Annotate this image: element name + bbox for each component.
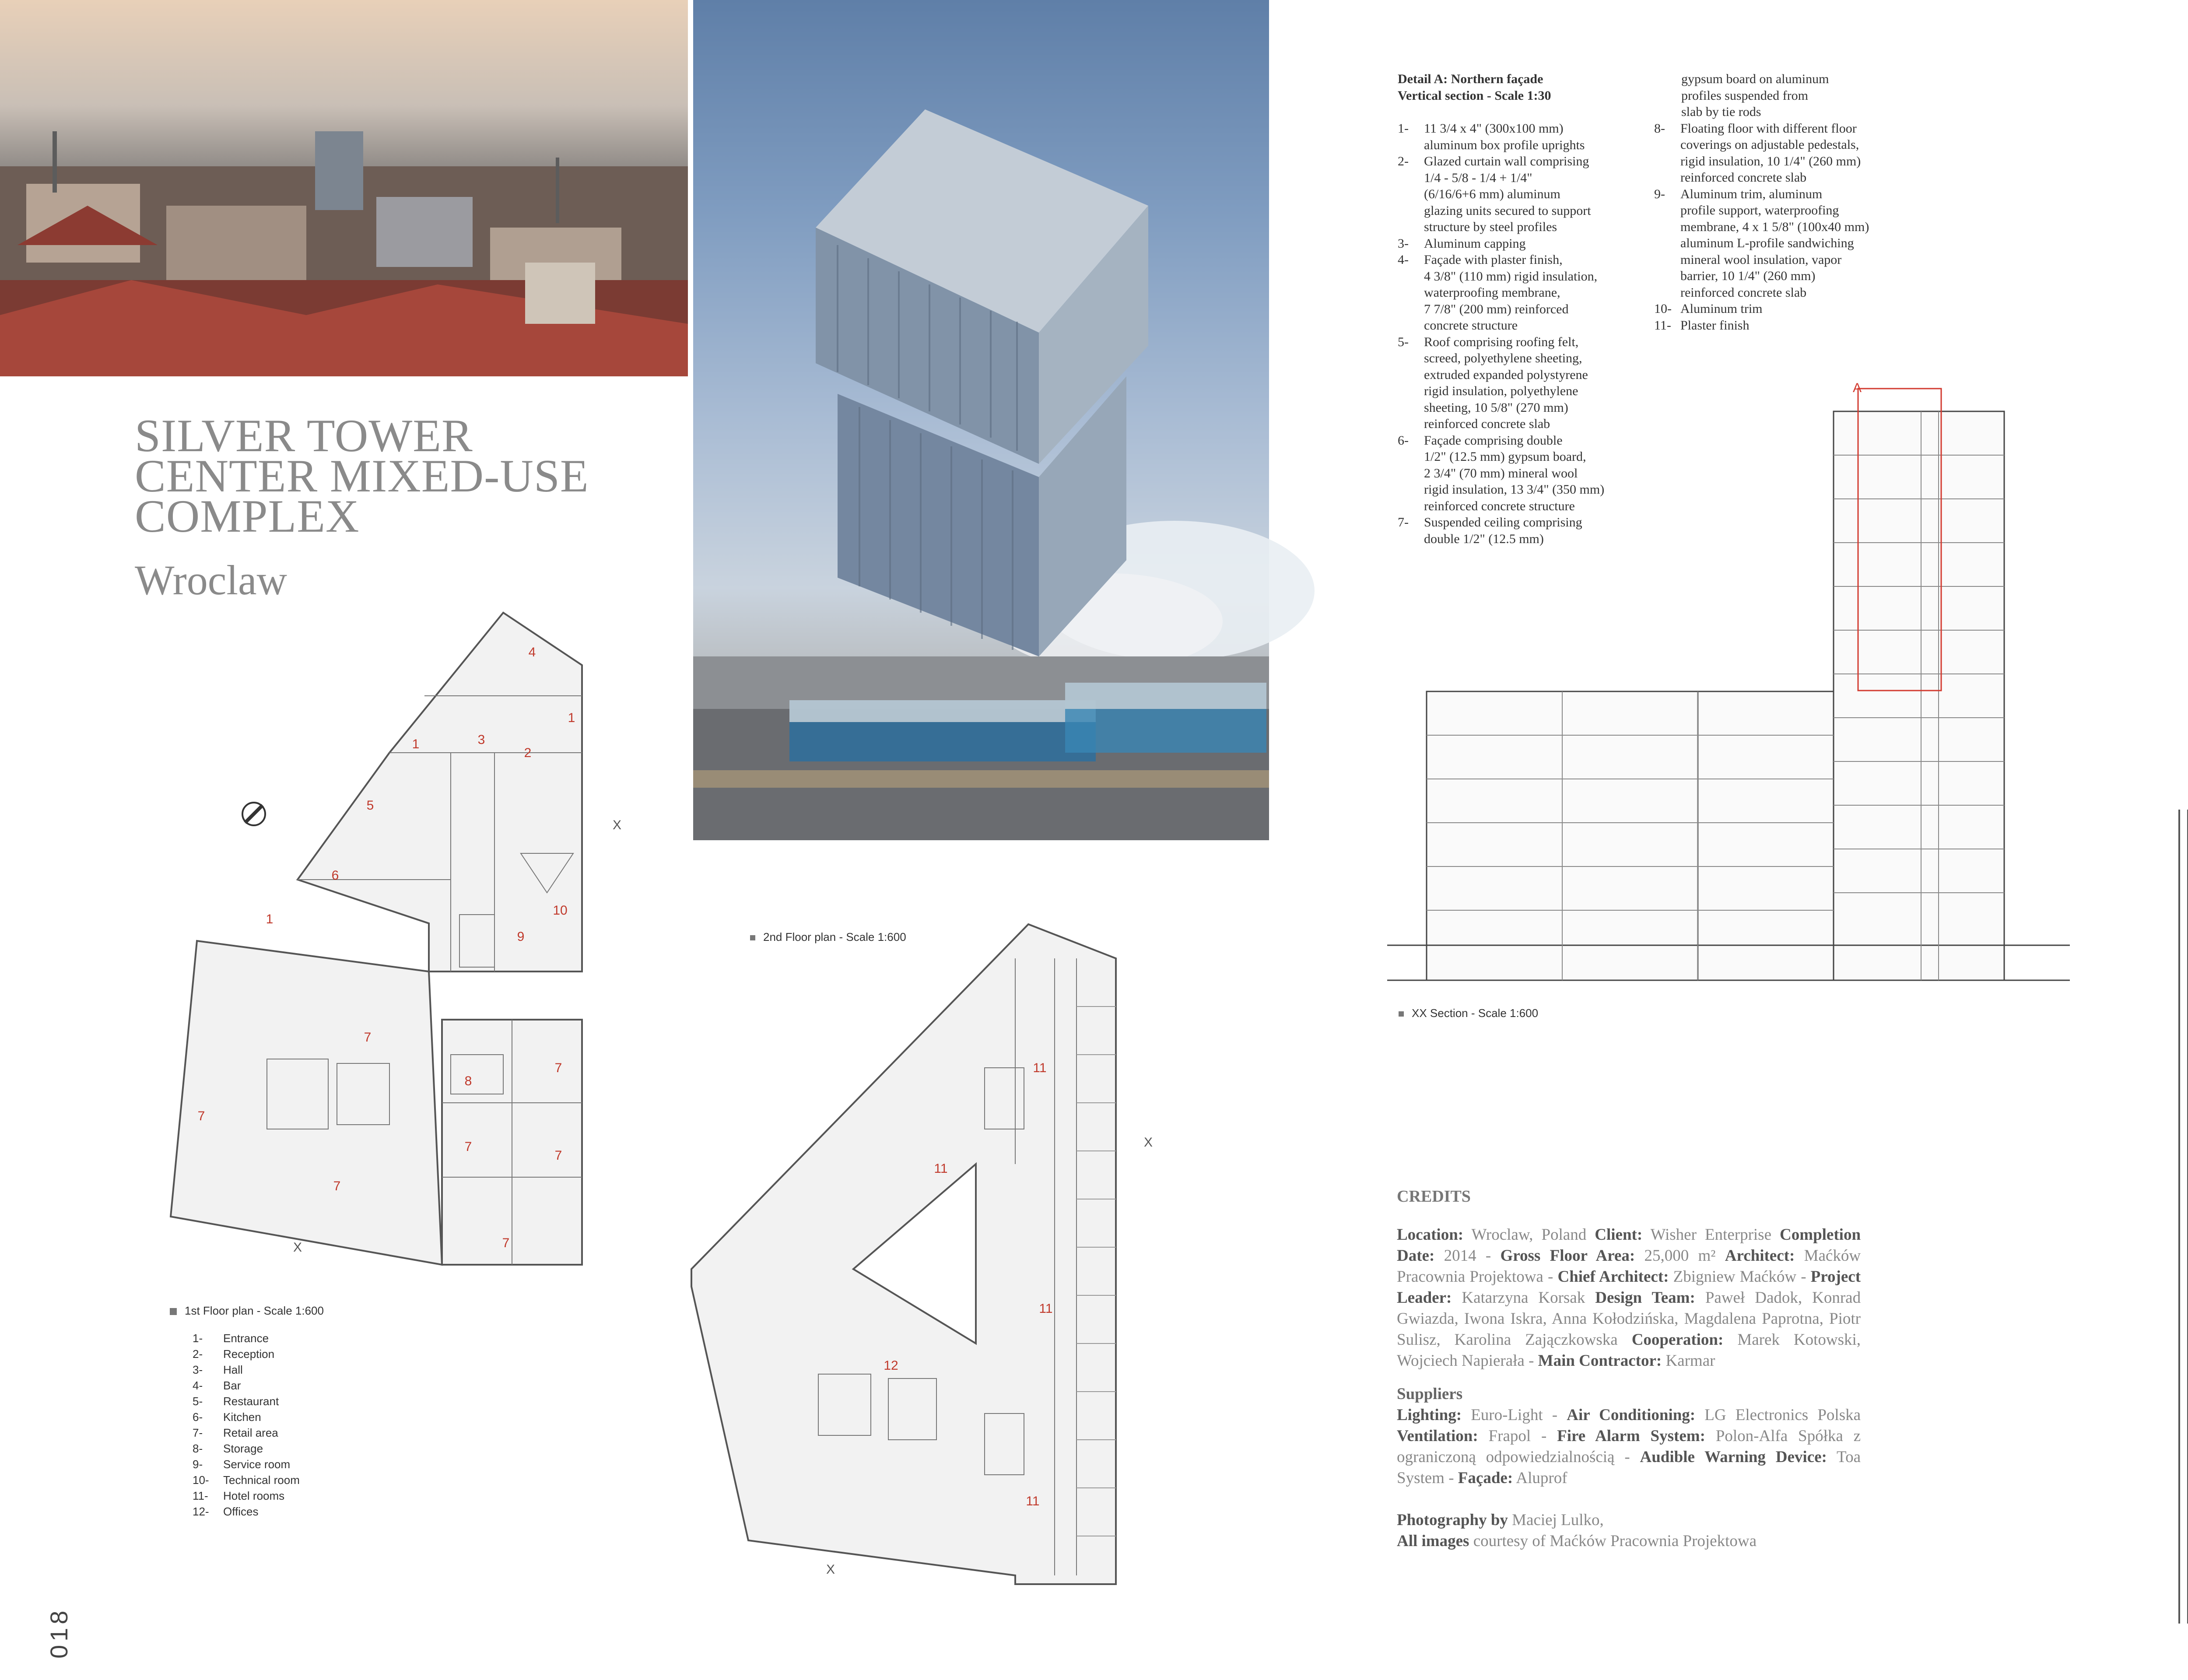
plan1-label-10: 10 bbox=[553, 903, 568, 918]
city-photo bbox=[0, 0, 688, 376]
legend-item: 3- Hall bbox=[193, 1363, 243, 1376]
plan1-label-1b: 1 bbox=[412, 737, 420, 751]
legend-item: 5- Restaurant bbox=[193, 1395, 279, 1408]
plan1-label-8: 8 bbox=[464, 1074, 472, 1088]
legend-item: 2- Reception bbox=[193, 1347, 275, 1361]
legend-item: 7- Retail area bbox=[193, 1426, 278, 1439]
plan1-cut-marker-bottom: X bbox=[293, 1240, 302, 1255]
plan1-label-1c: 1 bbox=[266, 912, 274, 926]
detail-a-drawing bbox=[1899, 66, 2188, 1641]
detail-item: 7- Suspended ceiling comprising double 1/2" (12.5 mm) bbox=[1398, 515, 1582, 546]
plan1-label-7b: 7 bbox=[197, 1109, 205, 1123]
plan1-label-7e: 7 bbox=[333, 1179, 341, 1193]
plan1-label-4: 4 bbox=[528, 645, 536, 659]
plan1-label-7a: 7 bbox=[364, 1030, 372, 1045]
first-floor-plan bbox=[162, 608, 622, 1269]
legend-item: 6- Kitchen bbox=[193, 1410, 261, 1424]
detail-item: 11- Plaster finish bbox=[1654, 318, 1750, 333]
plan2-cut-marker-bottom: X bbox=[826, 1562, 835, 1577]
detail-notes-col2 bbox=[1654, 71, 1899, 333]
second-floor-caption: 2nd Floor plan - Scale 1:600 bbox=[750, 930, 906, 944]
section-caption: XX Section - Scale 1:600 bbox=[1399, 1007, 1538, 1020]
plan1-label-7f: 7 bbox=[502, 1236, 510, 1250]
plan1-label-7g: 7 bbox=[464, 1140, 472, 1154]
detail-item: 9- Aluminum trim, aluminum profile support, waterproofing membrane, 4 x 1 5/8" (100x40 mm) aluminum L-profile sandwiching mineral wool insulation, vapor barrier, 10 1/4" (260 mm) reinforced concrete slab bbox=[1654, 186, 1869, 300]
detail-heading: Detail A: Northern façade bbox=[1398, 72, 1543, 86]
detail-item: 6- Façade comprising double 1/2" (12.5 mm) gypsum board, 2 3/4" (70 mm) mineral wool rigid insulation, 13 3/4" (350 mm) reinforced concrete structure bbox=[1398, 433, 1605, 513]
plan1-label-7c: 7 bbox=[554, 1061, 562, 1075]
detail-item: 10- Aluminum trim bbox=[1654, 302, 1763, 316]
north-arrow-icon bbox=[242, 803, 265, 825]
detail-a-marker: A bbox=[1853, 381, 1862, 395]
plan1-label-5: 5 bbox=[366, 798, 374, 813]
second-floor-plan bbox=[683, 919, 1164, 1580]
legend-item: 4- Bar bbox=[193, 1379, 241, 1392]
legend-item: 12- Offices bbox=[193, 1505, 259, 1518]
plan1-label-2: 2 bbox=[524, 746, 532, 760]
caption-bullet-icon bbox=[170, 1308, 177, 1315]
city-skyline-graphic bbox=[0, 0, 688, 376]
floor-plan-legend bbox=[193, 1330, 300, 1519]
detail-item: 8- Floating floor with different floor coverings on adjustable pedestals, rigid insulation, 10 1/4" (260 mm) reinforced concrete slab bbox=[1654, 121, 1861, 185]
plan1-label-1a: 1 bbox=[568, 711, 575, 725]
detail-item: 4- Façade with plaster finish, 4 3/8" (110 mm) rigid insulation, waterproofing membrane, 7 7/8" (200 mm) reinforced concrete structure bbox=[1398, 253, 1598, 333]
legend-item: 9- Service room bbox=[193, 1458, 291, 1471]
suppliers-body: Lighting: Euro-Light - Air Conditioning: LG Electronics Polska Ventilation: Frapol - Fire Alarm System: Polon-Alfa Spółka z ograniczoną odpowiedzialnością - Audible Warning Device: Toa System - Façade: Aluprof bbox=[1397, 1406, 1861, 1487]
title-line-2: CENTER MIXED-USE bbox=[135, 450, 589, 502]
plan2-label-12: 12 bbox=[884, 1358, 898, 1373]
first-floor-caption: 1st Floor plan - Scale 1:600 bbox=[170, 1304, 324, 1318]
plan2-label-11b: 11 bbox=[934, 1161, 948, 1176]
plan2-cut-marker-right: X bbox=[1143, 1135, 1153, 1150]
tower-graphic bbox=[693, 0, 1269, 840]
plan1-label-6: 6 bbox=[331, 868, 339, 883]
caption-bullet-icon bbox=[1399, 1011, 1404, 1017]
suppliers-heading: Suppliers bbox=[1397, 1385, 1463, 1403]
plan1-cut-marker-right: X bbox=[612, 818, 622, 832]
plan1-label-9: 9 bbox=[517, 929, 525, 944]
detail-item: 3- Aluminum capping bbox=[1398, 236, 1526, 251]
detail-item-continued: gypsum board on aluminum profiles suspended from slab by tie rods bbox=[1681, 72, 1829, 119]
detail-item: 5- Roof comprising roofing felt, screed, polyethylene sheeting, extruded expanded polystyrene rigid insulation, polyethylene sheeting, 10 5/8" (270 mm) reinforced concrete slab bbox=[1398, 334, 1588, 431]
credits-body: Location: Wroclaw, Poland Client: Wisher Enterprise Completion Date: 2014 - Gross Floor Area: 25,000 m² Architect: Maćków Pracownia Projektowa - Chief Architect: Zbigniew Maćków - Project Leader: Katarzyna Korsak Design Team: Paweł Dadok, Konrad Gwiazda, Iwona Iskra, Anna Kołodzińska, Magdalena Paprotna, Piotr Sulisz, Karolina Zajączkowska Cooperation: Marek Kotowski, Wojciech Napierała - Main Contractor: Karmar bbox=[1397, 1226, 1861, 1370]
legend-item: 10- Technical room bbox=[193, 1473, 300, 1487]
plan2-label-11c: 11 bbox=[1039, 1301, 1053, 1316]
legend-item: 11- Hotel rooms bbox=[193, 1489, 285, 1502]
project-title bbox=[135, 410, 660, 542]
plan2-label-11a: 11 bbox=[1033, 1061, 1047, 1075]
tower-photo bbox=[693, 0, 1269, 840]
plan1-label-3: 3 bbox=[477, 733, 485, 747]
photo-credit: Photography by Maciej Lulko, All images courtesy of Maćków Pracownia Projektowa bbox=[1397, 1511, 1757, 1550]
detail-item: 2- Glazed curtain wall comprising 1/4 - 5/8 - 1/4 + 1/4" (6/16/6+6 mm) aluminum glazing units secured to support structure by steel profiles bbox=[1398, 154, 1591, 234]
legend-item: 8- Storage bbox=[193, 1442, 263, 1455]
credits-heading: CREDITS bbox=[1397, 1187, 1471, 1206]
legend-item: 1- Entrance bbox=[193, 1332, 269, 1345]
plan2-label-11d: 11 bbox=[1026, 1494, 1040, 1508]
title-line-3: COMPLEX bbox=[135, 491, 360, 542]
detail-scale: Vertical section - Scale 1:30 bbox=[1398, 88, 1551, 103]
title-line-1: SILVER TOWER bbox=[135, 410, 473, 461]
page-number-left: 018 bbox=[45, 1607, 73, 1659]
credits-block bbox=[1397, 1186, 1861, 1552]
project-city: Wroclaw bbox=[135, 557, 287, 603]
detail-item: 1- 11 3/4 x 4" (300x100 mm) aluminum box profile uprights bbox=[1398, 121, 1585, 152]
plan1-label-7d: 7 bbox=[554, 1148, 562, 1163]
